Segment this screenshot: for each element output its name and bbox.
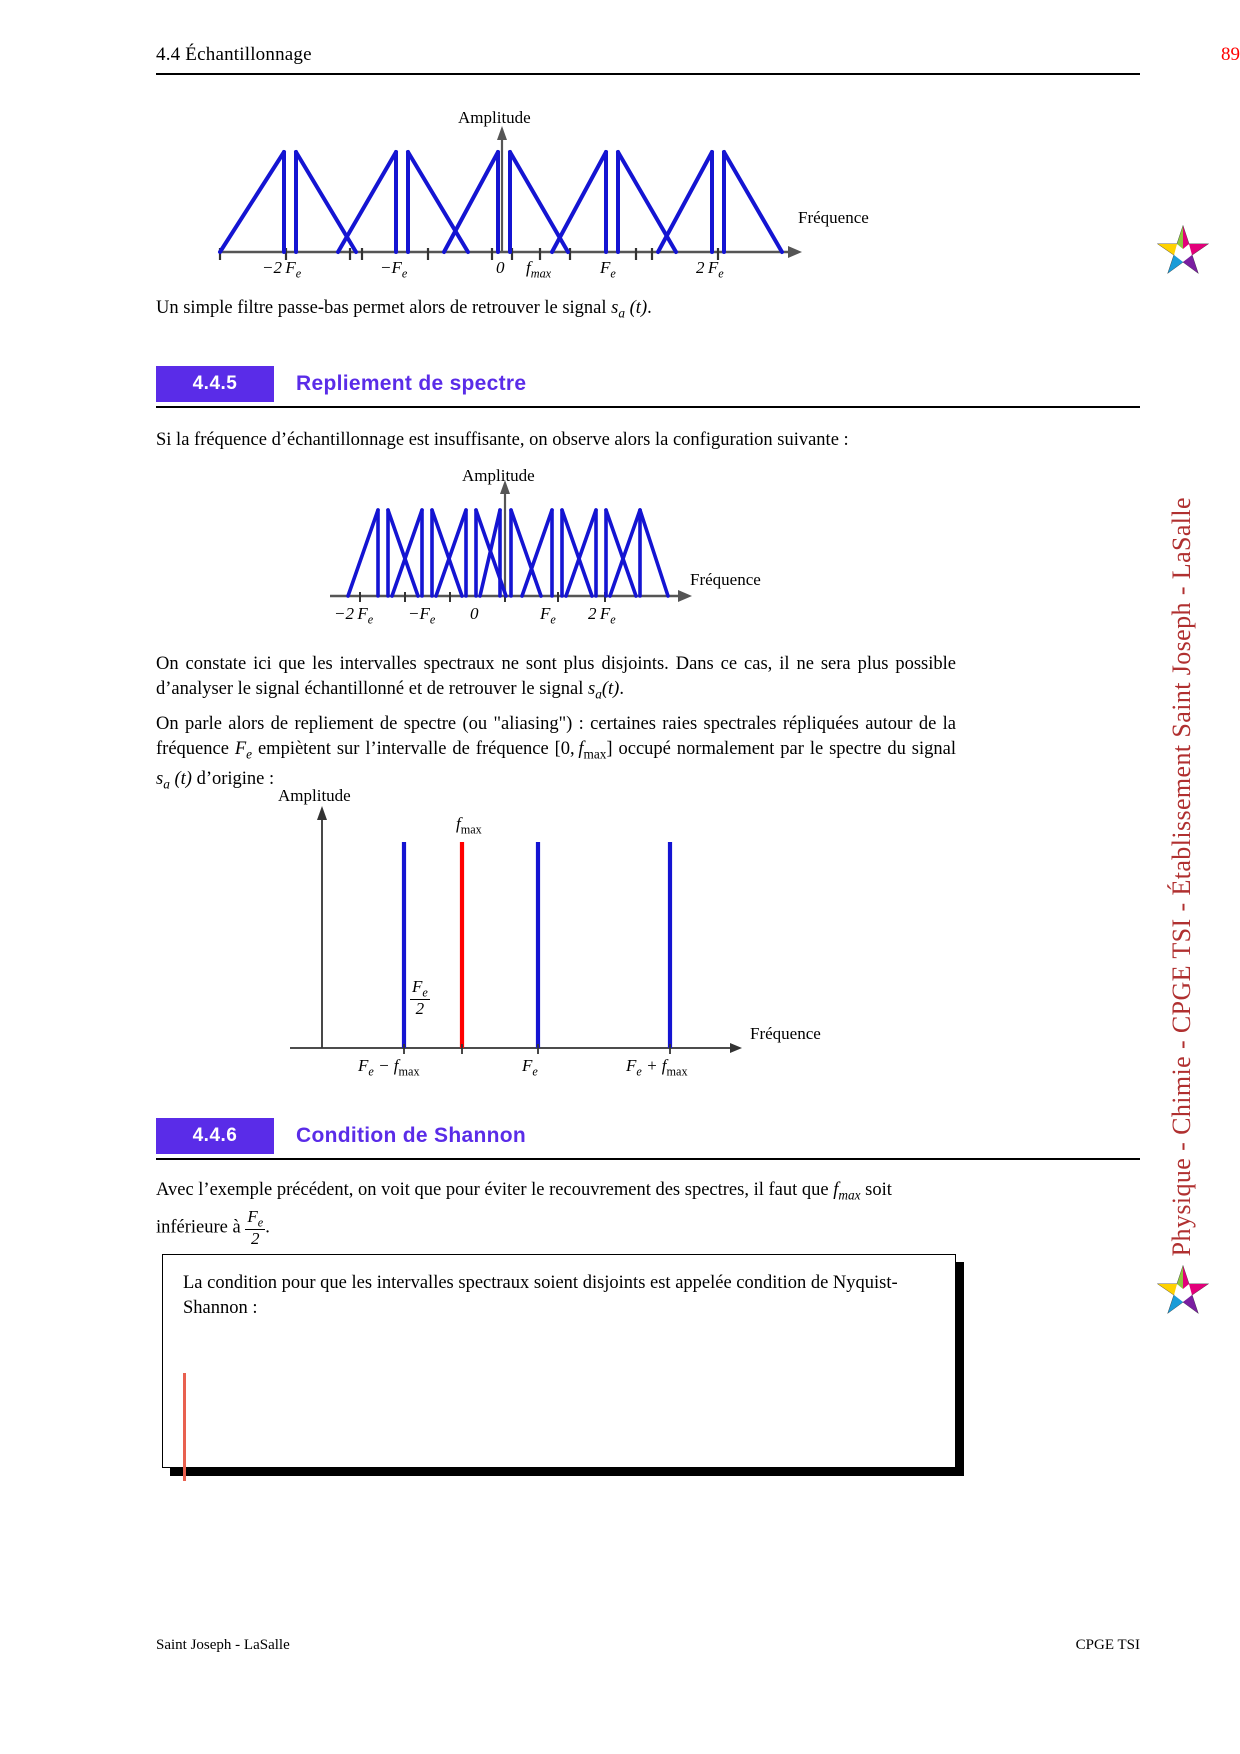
fig1-tick-minus2fe: −2 $F_e$ — [262, 258, 302, 281]
fig3-x-axis-label: Fréquence — [750, 1024, 821, 1043]
fig2-tick-zero: 0 — [470, 604, 479, 623]
fig1-y-axis-label: Amplitude — [458, 108, 531, 127]
paragraph-filter-lowpass: Un simple filtre passe-bas permet alors de retrouver le signal $s_a$ (t). — [156, 298, 652, 321]
paragraph-non-disjoint: On constate ici que les intervalles spectraux ne sont plus disjoints. Dans ce cas, il ne sera plus possible d’analyser le signal échantillonné et de retrouver le signal $s_a(t)$. — [156, 654, 956, 702]
fig3-peak-label-fmax: $f_{max}$ — [456, 814, 482, 837]
callout-red-bar — [183, 1373, 186, 1481]
fig1-tick-fe: $F_e$ — [600, 258, 616, 281]
fig2-x-axis-label: Fréquence — [690, 570, 761, 589]
fig1-tick-2fe: 2 $F_e$ — [696, 258, 724, 281]
fig1-x-axis-label: Fréquence — [798, 208, 869, 227]
footer-right-text: CPGE TSI — [1075, 1637, 1140, 1653]
section-rule-446 — [156, 1158, 1140, 1160]
school-logo-icon-bottom — [1156, 1262, 1210, 1316]
section-heading-446 — [156, 1118, 1140, 1154]
callout-nyquist-shannon — [162, 1254, 956, 1468]
school-logo-icon-top — [1156, 222, 1210, 276]
section-rule-445 — [156, 406, 1140, 408]
footer-left-text: Saint Joseph - LaSalle — [156, 1637, 290, 1653]
fig3-y-axis-label: Amplitude — [278, 786, 351, 805]
paragraph-aliasing-definition: On parle alors de repliement de spectre (ou "aliasing") : certaines raies spectrales répliquées autour de la fréquence $F_e$ empiètent sur l’intervalle de fréquence [0, $f_{max}$] occupé normalement par le spectre du signal $s_a$ (t) d’origine : — [156, 714, 956, 792]
figure-aliased-lines — [250, 780, 870, 1080]
page-number: 89 — [1221, 44, 1240, 65]
paragraph-shannon-condition: Avec l’exemple précédent, on voit que pour éviter le recouvrement des spectres, il faut que $f_{max}$ soit inférieure à $\frac{F_e}{2}$ . — [156, 1180, 892, 1248]
fig2-tick-fe: $F_e$ — [540, 604, 556, 627]
section-heading-445 — [156, 366, 1140, 402]
fig2-y-axis-label: Amplitude — [462, 466, 535, 485]
callout-text: La condition pour que les intervalles spectraux soient disjoints est appelée condition de Nyquist-Shannon : — [183, 1273, 898, 1318]
figure-sampled-spectrum-overlap — [300, 466, 840, 636]
section-number-445: 4.4.5 — [156, 366, 274, 402]
fig2-tick-minus2fe: −2 $F_e$ — [334, 604, 374, 627]
fig1-tick-zero: 0 — [496, 258, 505, 277]
margin-vertical-text-label: Physique - Chimie - CPGE TSI - Établissement Saint Joseph - LaSalle — [1167, 497, 1196, 1257]
figure-sampled-spectrum-disjoint — [200, 100, 940, 290]
fig3-tick-fe-minus-fmax: $F_e - f_{max}$ — [358, 1056, 420, 1079]
fig1-tick-minusfe: $-F_e$ — [380, 258, 408, 281]
paragraph-insufficient-frequency: Si la fréquence d’échantillonnage est insuffisante, on observe alors la configuration suivante : — [156, 430, 849, 450]
fig3-tick-fe-plus-fmax: $F_e + f_{max}$ — [626, 1056, 688, 1079]
section-title-445: Repliement de spectre — [296, 372, 527, 395]
section-number-446: 4.4.6 — [156, 1118, 274, 1154]
fig2-tick-minusfe: $-F_e$ — [408, 604, 436, 627]
fig2-tick-2fe: 2 $F_e$ — [588, 604, 616, 627]
fig1-tick-fmax: $f_{max}$ — [526, 258, 552, 281]
header-rule — [156, 73, 1140, 75]
fig3-half-fe-label: $\frac{F_e}{2}$ — [412, 977, 428, 1019]
fig3-tick-fe: $F_e$ — [522, 1056, 538, 1079]
section-title-446: Condition de Shannon — [296, 1124, 526, 1147]
page-header — [156, 44, 956, 66]
page-title: 4.4 Échantillonnage — [156, 44, 312, 65]
